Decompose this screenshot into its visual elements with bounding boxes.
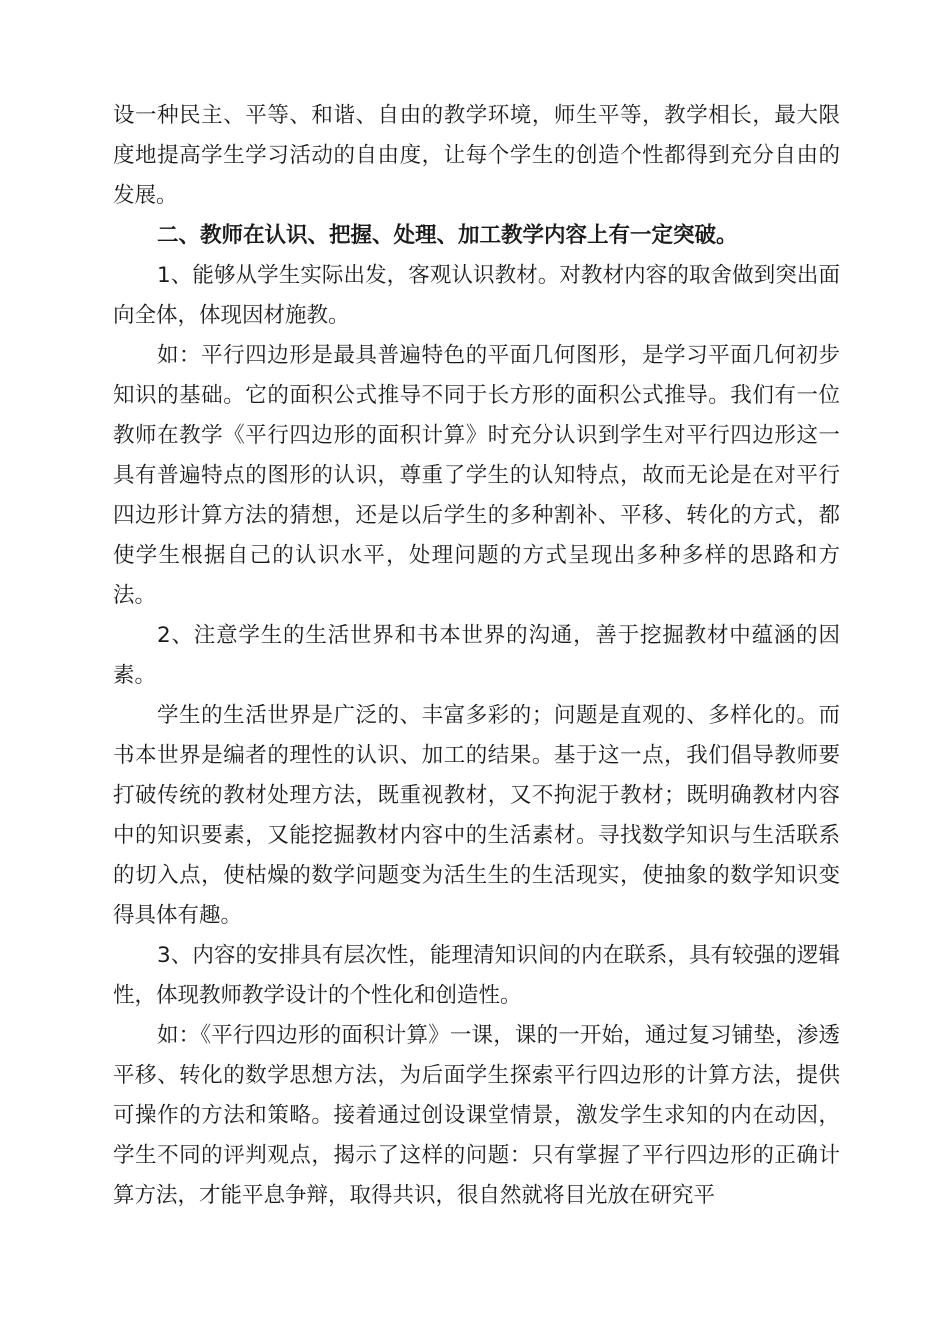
section-heading: 二、教师在认识、把握、处理、加工教学内容上有一定突破。: [157, 223, 738, 248]
body-paragraph-2: 学生的生活世界是广泛的、丰富多彩的；问题是直观的、多样化的。而书本世界是编者的理性的认识、加工的结果。基于这一点，我们倡导教师要打破传统的教材处理方法，既重视教材，又不拘泥于教材；既明确教材内容中的知识要素，又能挖掘教材内容中的生活素材。寻找数学知识与生活联系的切入点，使枯燥的数学问题变为活生生的生活现实，使抽象的数学知识变得具体有趣。: [113, 703, 840, 928]
point-1: 1、能够从学生实际出发，客观认识教材。对教材内容的取舍做到突出面向全体，体现因材施教。: [113, 263, 840, 328]
paragraph-continuation: 设一种民主、平等、和谐、自由的教学环境，师生平等，教学相长，最大限度地提高学生学习活动的自由度，让每个学生的创造个性都得到充分自由的发展。: [113, 103, 840, 208]
point-2: 2、注意学生的生活世界和书本世界的沟通，善于挖掘教材中蕴涵的因素。: [113, 623, 840, 688]
point-3: 3、内容的安排具有层次性，能理清知识间的内在联系，具有较强的逻辑性，体现教师教学设计的个性化和创造性。: [113, 943, 840, 1008]
example-paragraph-1: 如：平行四边形是最具普遍特色的平面几何图形，是学习平面几何初步知识的基础。它的面积公式推导不同于长方形的面积公式推导。我们有一位教师在教学《平行四边形的面积计算》时充分认识到学生对平行四边形这一具有普遍特点的图形的认识，尊重了学生的认知特点，故而无论是在对平行四边形计算方法的猜想，还是以后学生的多种割补、平移、转化的方式，都使学生根据自己的认识水平，处理问题的方式呈现出多种多样的思路和方法。: [113, 343, 840, 608]
example-paragraph-3: 如：《平行四边形的面积计算》一课，课的一开始，通过复习铺垫，渗透平移、转化的数学思想方法，为后面学生探索平行四边形的计算方法，提供可操作的方法和策略。接着通过创设课堂情景，激发学生求知的内在动因，学生不同的评判观点，揭示了这样的问题：只有掌握了平行四边形的正确计算方法，才能平息争辩，取得共识，很自然就将目光放在研究平: [113, 1023, 840, 1208]
